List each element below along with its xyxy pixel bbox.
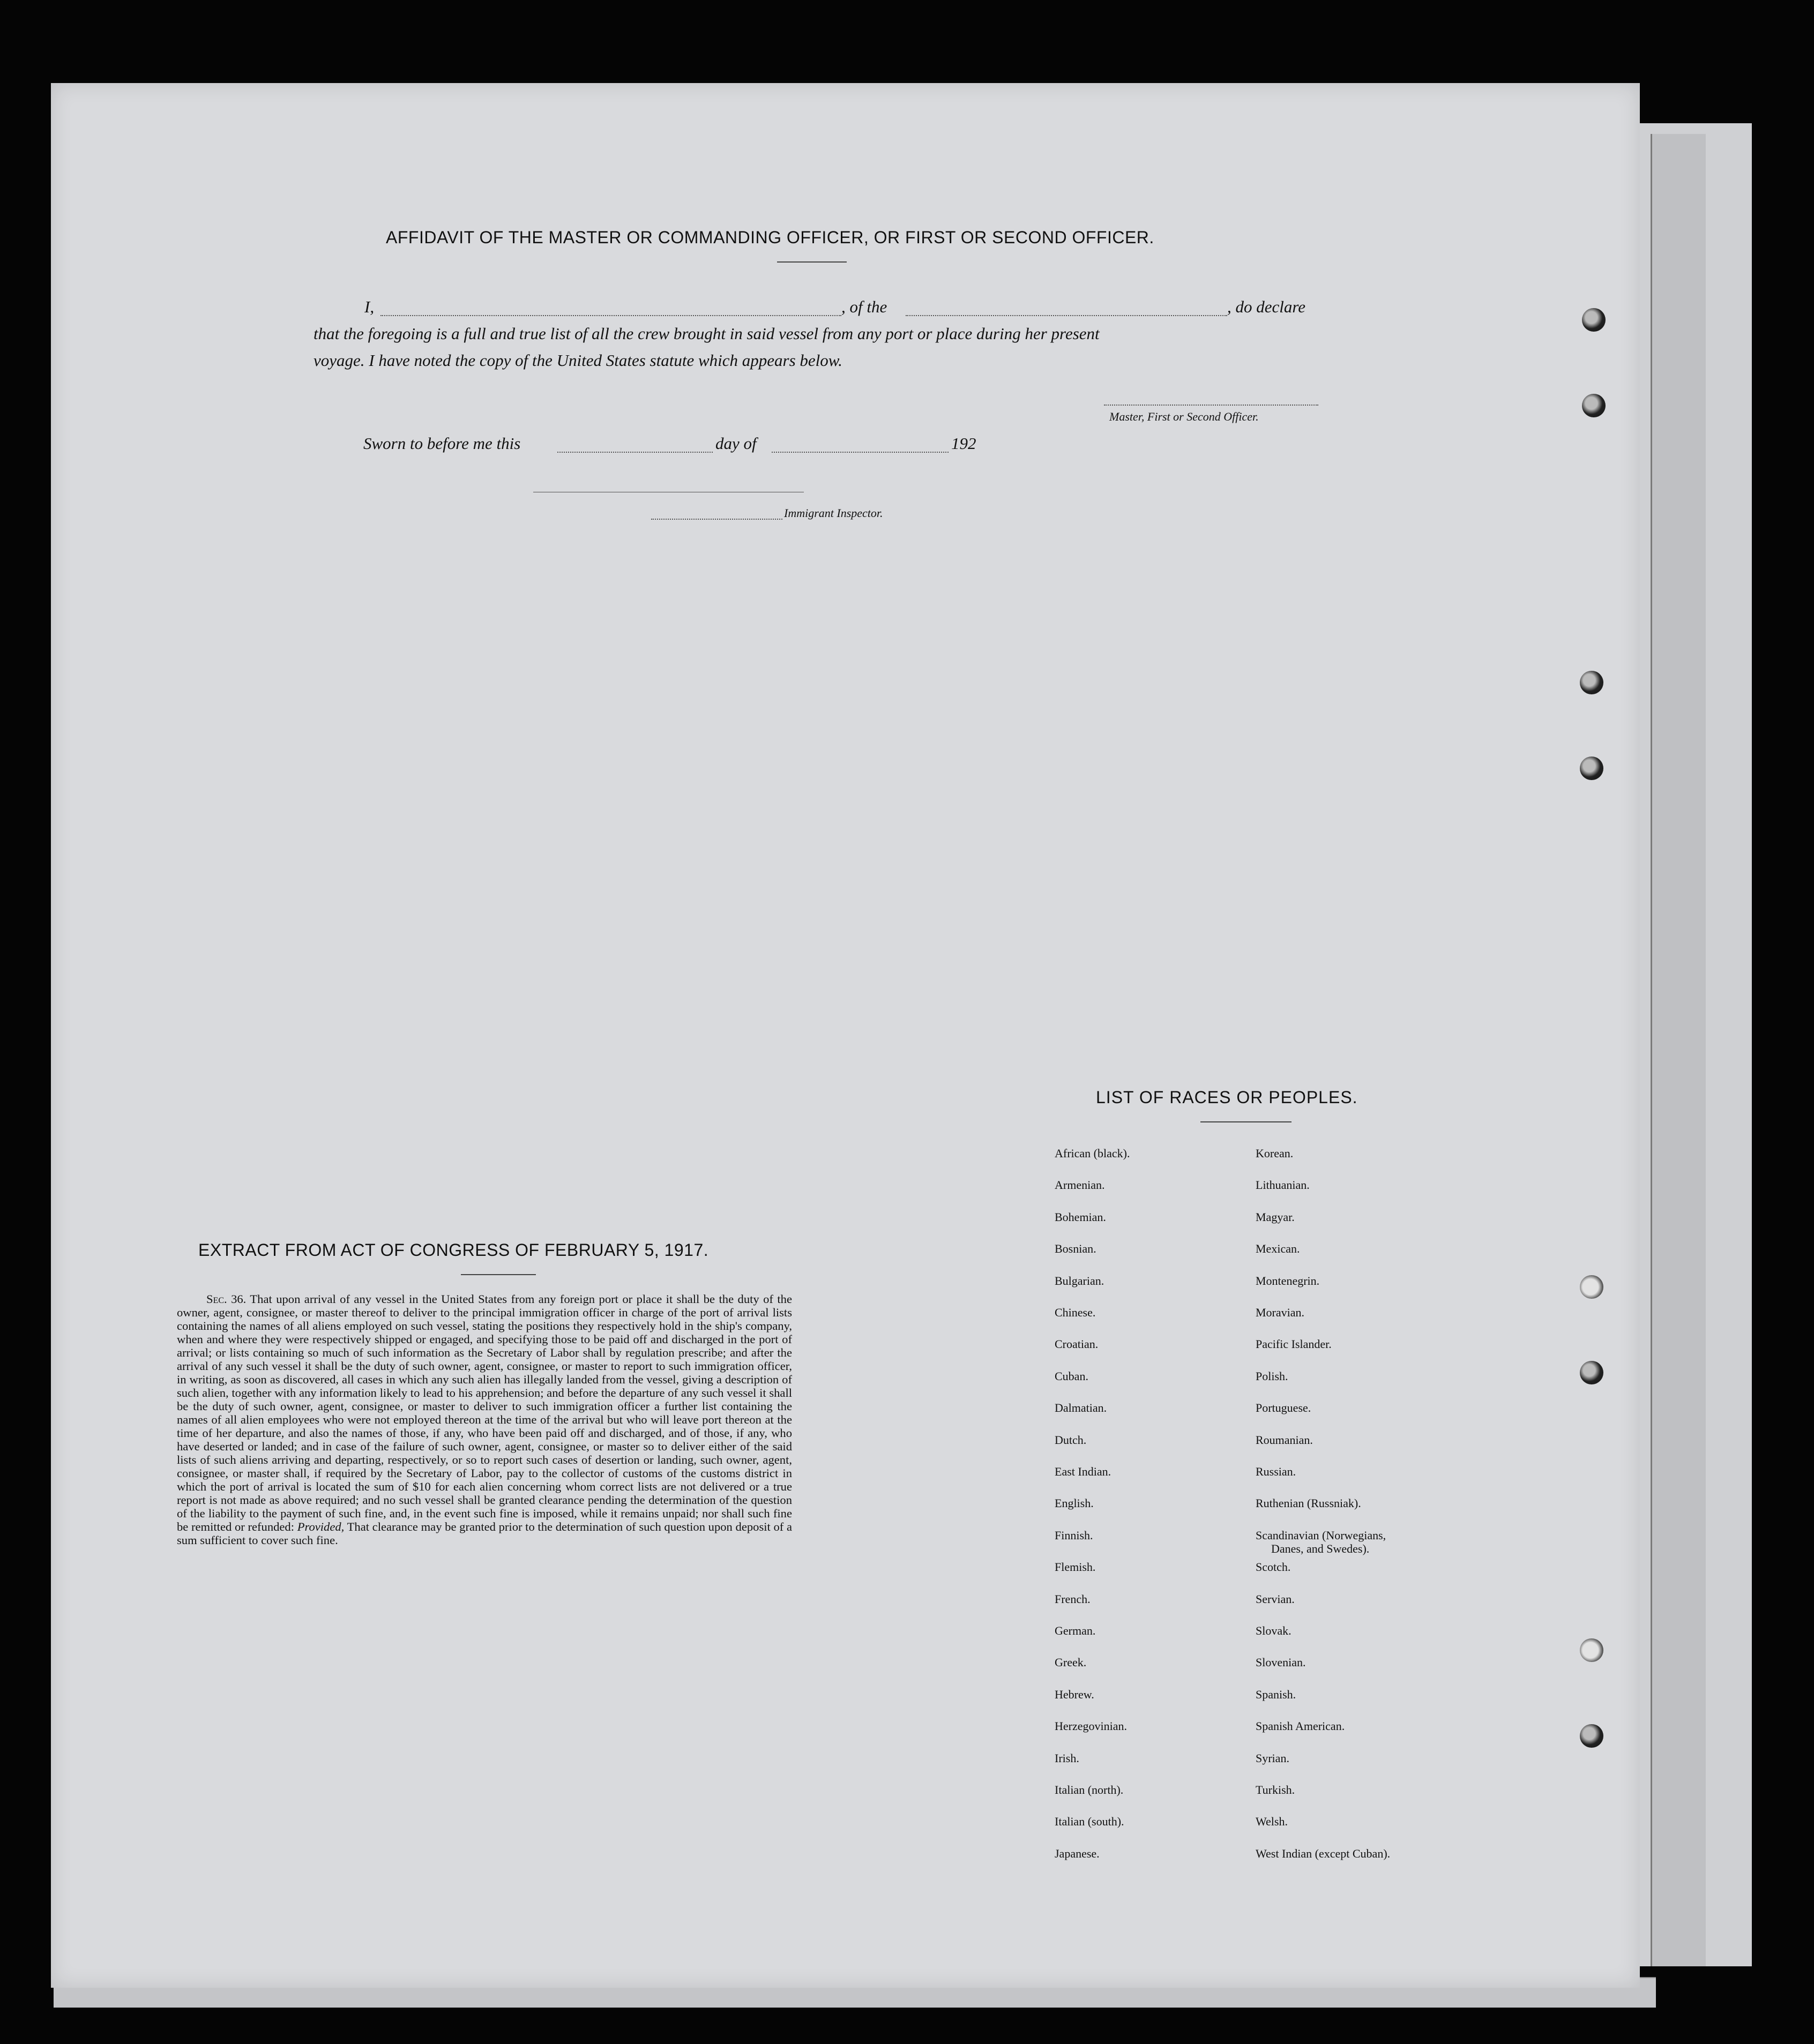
- extract-provided: Provided,: [297, 1520, 345, 1533]
- extract-section: Sec. 36.: [206, 1292, 247, 1306]
- race-item: African (black).: [1055, 1147, 1130, 1160]
- inspector-signature-line[interactable]: [651, 519, 782, 520]
- binder-hole: [1580, 1724, 1603, 1748]
- extract-title-rule: [461, 1274, 536, 1275]
- inspector-label: Immigrant Inspector.: [784, 506, 883, 520]
- declaration-line-3: voyage. I have noted the copy of the United States statute which appears below.: [313, 351, 842, 370]
- race-item: Russian.: [1256, 1465, 1296, 1478]
- binder-hole: [1580, 1638, 1603, 1662]
- race-item: Mexican.: [1256, 1242, 1300, 1255]
- races-title-rule: [1200, 1121, 1292, 1122]
- sworn-year: 192: [951, 434, 976, 453]
- race-item: Chinese.: [1055, 1306, 1096, 1319]
- race-item: West Indian (except Cuban).: [1256, 1847, 1391, 1860]
- race-item: Dutch.: [1055, 1433, 1087, 1447]
- race-item: Ruthenian (Russniak).: [1256, 1496, 1361, 1510]
- binder-hole: [1582, 308, 1606, 332]
- race-item: Pacific Islander.: [1256, 1337, 1332, 1351]
- race-item: Croatian.: [1055, 1337, 1099, 1351]
- race-item: Polish.: [1256, 1369, 1288, 1383]
- race-item: Greek.: [1055, 1656, 1087, 1669]
- race-item: Slovak.: [1256, 1624, 1292, 1637]
- races-title: LIST OF RACES OR PEOPLES.: [1096, 1088, 1358, 1107]
- binder-hole: [1580, 671, 1603, 694]
- race-item: Scandinavian (Norwegians,: [1256, 1529, 1386, 1542]
- sworn-prefix: Sworn to before me this: [363, 434, 521, 453]
- binder-hole: [1582, 394, 1606, 417]
- race-item: East Indian.: [1055, 1465, 1111, 1478]
- master-signature-label: Master, First or Second Officer.: [1109, 410, 1259, 423]
- race-item: Welsh.: [1256, 1815, 1288, 1828]
- race-item: Italian (south).: [1055, 1815, 1124, 1828]
- race-item: Irish.: [1055, 1751, 1079, 1765]
- race-item: Moravian.: [1256, 1306, 1305, 1319]
- race-item: French.: [1055, 1592, 1091, 1606]
- document-page: [51, 83, 1640, 1988]
- race-item: Japanese.: [1055, 1847, 1100, 1860]
- race-item: German.: [1055, 1624, 1096, 1637]
- race-item: Hebrew.: [1055, 1688, 1094, 1701]
- sworn-day-line[interactable]: [557, 452, 713, 453]
- day-of-text: day of: [715, 434, 757, 453]
- race-item: Montenegrin.: [1256, 1274, 1320, 1287]
- of-the-text: , of the: [841, 297, 887, 316]
- affiant-prefix: I,: [364, 297, 375, 316]
- race-item: Finnish.: [1055, 1529, 1093, 1542]
- race-item: Italian (north).: [1055, 1783, 1124, 1796]
- race-item: Magyar.: [1256, 1210, 1295, 1224]
- race-item: Servian.: [1256, 1592, 1295, 1606]
- race-item: Scotch.: [1256, 1560, 1291, 1574]
- binder-hole: [1580, 1275, 1603, 1299]
- race-item: Bohemian.: [1055, 1210, 1106, 1224]
- race-item: Dalmatian.: [1055, 1401, 1107, 1414]
- affiant-name-line[interactable]: [380, 315, 841, 316]
- declare-text: , do declare: [1227, 297, 1306, 316]
- race-item: Lithuanian.: [1256, 1178, 1310, 1192]
- race-item: Bulgarian.: [1055, 1274, 1104, 1287]
- race-scandinavian-continuation: Danes, and Swedes).: [1271, 1542, 1370, 1555]
- race-item: Cuban.: [1055, 1369, 1088, 1383]
- master-signature-line[interactable]: [1104, 405, 1318, 406]
- race-item: Slovenian.: [1256, 1656, 1306, 1669]
- binder-hole: [1580, 1361, 1603, 1384]
- affidavit-title: AFFIDAVIT OF THE MASTER OR COMMANDING OFFICER, OR FIRST OR SECOND OFFICER.: [386, 228, 1154, 247]
- race-item: Spanish American.: [1256, 1719, 1345, 1733]
- race-item: Roumanian.: [1256, 1433, 1313, 1447]
- underlying-sheet-edge: [1651, 134, 1706, 1966]
- extract-title: EXTRACT FROM ACT OF CONGRESS OF FEBRUARY 5, 1917.: [198, 1240, 709, 1260]
- binder-hole: [1580, 757, 1603, 780]
- race-item: Portuguese.: [1256, 1401, 1311, 1414]
- extract-text: That upon arrival of any vessel in the United States from any foreign port or place it shall be the duty of the owner, agent, consignee, or master thereof to deliver to the principal immigration officer in charge of the port of arrival lists containing the names of all aliens employed on such vessel, stating the positions they respectively hold in the ship's company, when and where they were respectively shipped or engaged, and specifying those to be paid off and discharged in the port of arrival; or lists containing so much of such information as the Secretary of Labor shall by regulation prescribe; and after the arrival of any such vessel it shall be the duty of such owner, agent, consignee, or master to report to such immigration officer, in writing, as soon as discovered, all cases in which any such alien has illegally landed from the vessel, giving a description of such alien, together with any information likely to lead to his apprehension; and before the departure of any such vessel it shall be the duty of such owner, agent, consignee, or master to deliver to such immigration officer a further list containing the names of all alien employees who were not employed thereon at the time of the arrival but who will leave port thereon at the time of her departure, and also the names of those, if any, who have been paid off and discharged, and of those, if any, who have deserted or landed; and in case of the failure of such owner, agent, consignee, or master so to deliver either of the said lists of such aliens arriving and departing, respectively, or so to report such cases of desertion or landing, such owner, agent, consignee, or master shall, if required by the Secretary of Labor, pay to the collector of customs of the customs district in which the port of arrival is located the sum of $10 for each alien concerning whom correct lists are not delivered or a true report is not made as above required; and no such vessel shall be granted clearance pending the determination of the question of the liability to the payment of such fine, and, in the event such fine is imposed, while it remains unpaid; nor shall such fine be remitted or refunded:: [177, 1292, 792, 1533]
- race-item: Herzegovinian.: [1055, 1719, 1127, 1733]
- vessel-name-line[interactable]: [906, 315, 1227, 316]
- title-rule: [777, 261, 847, 263]
- race-item: Bosnian.: [1055, 1242, 1096, 1255]
- extract-body: [177, 1292, 792, 1547]
- declaration-line-2: that the foregoing is a full and true list of all the crew brought in said vessel from any port or place during her present: [313, 324, 1100, 343]
- race-item: Syrian.: [1256, 1751, 1289, 1765]
- race-item: Korean.: [1256, 1147, 1294, 1160]
- extract-text-end: That clearance may be granted prior to the determination of such question upon deposit of a sum sufficient to cover such fine.: [177, 1520, 792, 1547]
- race-item: Turkish.: [1256, 1783, 1295, 1796]
- race-item: Flemish.: [1055, 1560, 1096, 1574]
- race-item: English.: [1055, 1496, 1094, 1510]
- race-item: Spanish.: [1256, 1688, 1296, 1701]
- race-item: Armenian.: [1055, 1178, 1105, 1192]
- sworn-month-line[interactable]: [772, 452, 949, 453]
